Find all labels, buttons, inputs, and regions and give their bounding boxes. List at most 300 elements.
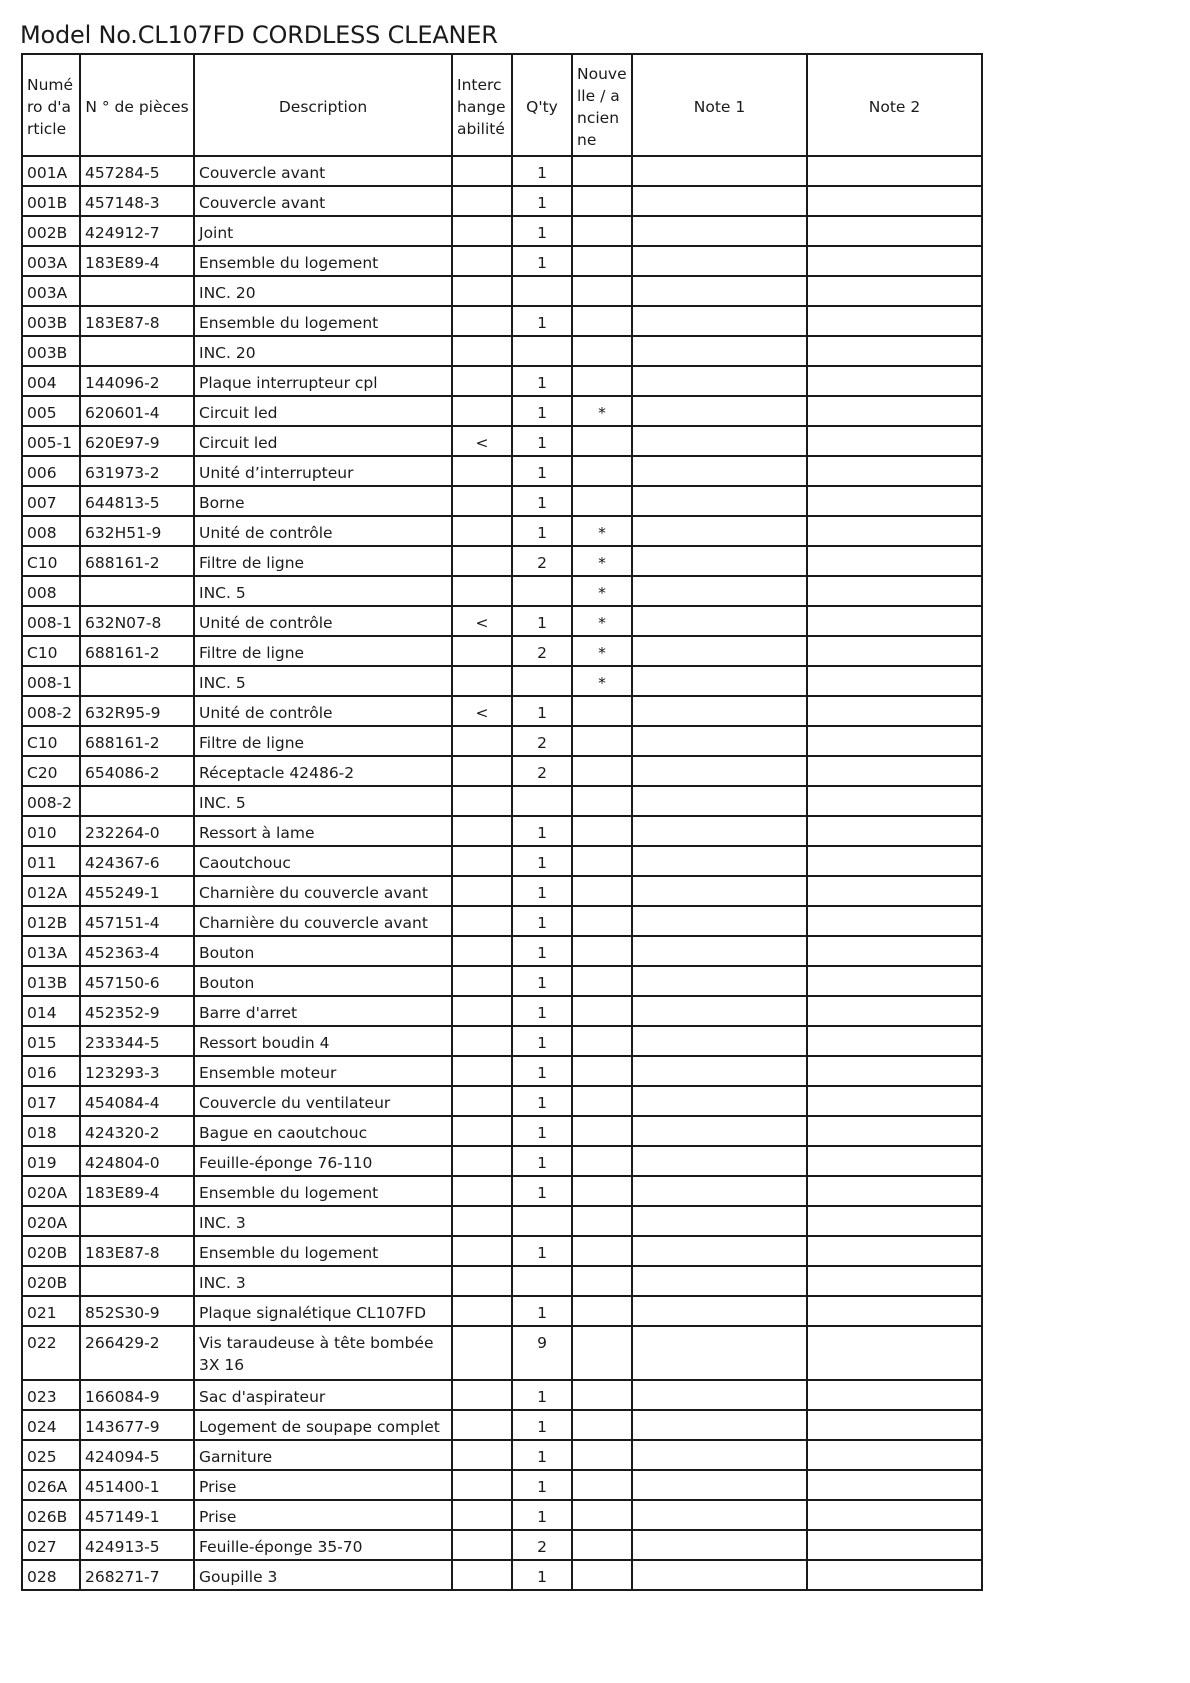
cell-item-no: 012B	[22, 906, 80, 936]
table-row	[22, 966, 982, 996]
table-row	[22, 666, 982, 696]
cell-part-no	[80, 786, 194, 816]
cell-note1	[632, 606, 807, 636]
cell-note1	[632, 1296, 807, 1326]
cell-description: Circuit led	[194, 426, 452, 456]
cell-description: Plaque interrupteur cpl	[194, 366, 452, 396]
cell-qty: 2	[512, 546, 572, 576]
cell-note1	[632, 876, 807, 906]
table-row	[22, 1056, 982, 1086]
cell-part-no	[80, 1266, 194, 1296]
cell-qty: 9	[512, 1326, 572, 1380]
cell-qty: 1	[512, 306, 572, 336]
cell-note2	[807, 1236, 982, 1266]
cell-item-no: 013A	[22, 936, 80, 966]
cell-part-no: 266429-2	[80, 1326, 194, 1380]
cell-qty: 1	[512, 846, 572, 876]
cell-note2	[807, 936, 982, 966]
cell-interchangeability	[452, 996, 512, 1026]
cell-interchangeability	[452, 186, 512, 216]
cell-interchangeability	[452, 1086, 512, 1116]
cell-new-old	[572, 1236, 632, 1266]
cell-qty: 1	[512, 936, 572, 966]
cell-note2	[807, 1500, 982, 1530]
cell-new-old: *	[572, 546, 632, 576]
cell-item-no: 023	[22, 1380, 80, 1410]
cell-note1	[632, 1086, 807, 1116]
cell-qty: 1	[512, 876, 572, 906]
cell-note1	[632, 1530, 807, 1560]
cell-interchangeability: <	[452, 426, 512, 456]
table-row	[22, 1236, 982, 1266]
page-title: Model No.CL107FD CORDLESS CLEANER	[20, 21, 498, 49]
parts-table-body	[22, 156, 982, 1590]
cell-item-no: 017	[22, 1086, 80, 1116]
cell-part-no	[80, 576, 194, 606]
cell-interchangeability	[452, 156, 512, 186]
cell-note1	[632, 966, 807, 996]
cell-interchangeability	[452, 546, 512, 576]
cell-item-no: 007	[22, 486, 80, 516]
cell-part-no: 457149-1	[80, 1500, 194, 1530]
cell-description: Circuit led	[194, 396, 452, 426]
cell-new-old	[572, 726, 632, 756]
cell-qty	[512, 666, 572, 696]
col-header-item-no: Numéro d'article	[22, 54, 80, 156]
cell-part-no: 183E89-4	[80, 246, 194, 276]
cell-qty	[512, 576, 572, 606]
cell-description: Garniture	[194, 1440, 452, 1470]
cell-note1	[632, 576, 807, 606]
cell-interchangeability	[452, 1470, 512, 1500]
table-row	[22, 486, 982, 516]
cell-note1	[632, 1470, 807, 1500]
cell-new-old	[572, 846, 632, 876]
cell-item-no: 020A	[22, 1176, 80, 1206]
cell-qty: 2	[512, 756, 572, 786]
cell-new-old	[572, 1146, 632, 1176]
cell-note1	[632, 666, 807, 696]
cell-item-no: 027	[22, 1530, 80, 1560]
cell-part-no	[80, 1206, 194, 1236]
table-row	[22, 636, 982, 666]
cell-qty: 1	[512, 996, 572, 1026]
cell-note1	[632, 996, 807, 1026]
cell-item-no: 021	[22, 1296, 80, 1326]
cell-part-no: 183E87-8	[80, 306, 194, 336]
cell-item-no: C10	[22, 726, 80, 756]
cell-note1	[632, 1410, 807, 1440]
cell-interchangeability	[452, 906, 512, 936]
cell-interchangeability	[452, 456, 512, 486]
cell-note1	[632, 1176, 807, 1206]
cell-note2	[807, 1176, 982, 1206]
cell-new-old	[572, 696, 632, 726]
cell-interchangeability	[452, 876, 512, 906]
cell-new-old	[572, 156, 632, 186]
cell-note1	[632, 156, 807, 186]
cell-item-no: 004	[22, 366, 80, 396]
cell-part-no: 654086-2	[80, 756, 194, 786]
cell-note2	[807, 546, 982, 576]
table-row	[22, 726, 982, 756]
cell-note1	[632, 396, 807, 426]
cell-note2	[807, 216, 982, 246]
cell-note1	[632, 936, 807, 966]
cell-interchangeability	[452, 816, 512, 846]
table-row	[22, 336, 982, 366]
cell-note1	[632, 1146, 807, 1176]
cell-note2	[807, 246, 982, 276]
cell-interchangeability	[452, 1500, 512, 1530]
cell-note1	[632, 1380, 807, 1410]
cell-qty: 1	[512, 426, 572, 456]
table-row	[22, 1380, 982, 1410]
cell-new-old	[572, 1026, 632, 1056]
cell-qty: 1	[512, 156, 572, 186]
table-row	[22, 1500, 982, 1530]
cell-qty: 1	[512, 1500, 572, 1530]
cell-qty: 2	[512, 636, 572, 666]
cell-new-old	[572, 1326, 632, 1380]
cell-part-no: 457284-5	[80, 156, 194, 186]
cell-interchangeability	[452, 216, 512, 246]
cell-qty: 2	[512, 726, 572, 756]
table-row	[22, 1530, 982, 1560]
cell-new-old	[572, 816, 632, 846]
cell-description: Charnière du couvercle avant	[194, 906, 452, 936]
cell-qty: 1	[512, 1056, 572, 1086]
col-header-description: Description	[194, 54, 452, 156]
cell-new-old: *	[572, 666, 632, 696]
cell-part-no: 123293-3	[80, 1056, 194, 1086]
cell-note1	[632, 1206, 807, 1236]
cell-note1	[632, 486, 807, 516]
table-row	[22, 996, 982, 1026]
cell-new-old	[572, 336, 632, 366]
table-row	[22, 756, 982, 786]
cell-part-no: 451400-1	[80, 1470, 194, 1500]
cell-note1	[632, 186, 807, 216]
table-row	[22, 606, 982, 636]
cell-note2	[807, 1116, 982, 1146]
cell-note1	[632, 756, 807, 786]
cell-interchangeability	[452, 276, 512, 306]
cell-note1	[632, 246, 807, 276]
cell-note1	[632, 816, 807, 846]
cell-item-no: 008	[22, 516, 80, 546]
cell-note1	[632, 1266, 807, 1296]
cell-interchangeability	[452, 1146, 512, 1176]
cell-description: Charnière du couvercle avant	[194, 876, 452, 906]
cell-qty: 1	[512, 1380, 572, 1410]
cell-qty	[512, 786, 572, 816]
cell-new-old: *	[572, 606, 632, 636]
cell-note2	[807, 1380, 982, 1410]
table-row	[22, 216, 982, 246]
cell-qty: 1	[512, 456, 572, 486]
cell-qty: 1	[512, 1560, 572, 1590]
cell-note1	[632, 846, 807, 876]
table-row	[22, 816, 982, 846]
cell-description: Ensemble moteur	[194, 1056, 452, 1086]
cell-note2	[807, 966, 982, 996]
cell-description: Bouton	[194, 936, 452, 966]
cell-note1	[632, 1440, 807, 1470]
cell-item-no: 008-1	[22, 606, 80, 636]
cell-note2	[807, 726, 982, 756]
cell-note2	[807, 1266, 982, 1296]
cell-new-old	[572, 1470, 632, 1500]
cell-note1	[632, 216, 807, 246]
cell-interchangeability	[452, 966, 512, 996]
cell-qty: 1	[512, 1146, 572, 1176]
cell-interchangeability	[452, 1326, 512, 1380]
cell-description: Unité d’interrupteur	[194, 456, 452, 486]
cell-item-no: 020B	[22, 1266, 80, 1296]
cell-qty: 1	[512, 1176, 572, 1206]
cell-interchangeability	[452, 486, 512, 516]
cell-item-no: 001A	[22, 156, 80, 186]
cell-part-no: 183E89-4	[80, 1176, 194, 1206]
cell-note2	[807, 1206, 982, 1236]
cell-qty: 1	[512, 1026, 572, 1056]
cell-new-old: *	[572, 396, 632, 426]
cell-qty: 1	[512, 396, 572, 426]
cell-interchangeability	[452, 366, 512, 396]
cell-note2	[807, 396, 982, 426]
cell-description: Ressort boudin 4	[194, 1026, 452, 1056]
cell-item-no: 008	[22, 576, 80, 606]
cell-note1	[632, 306, 807, 336]
table-row	[22, 156, 982, 186]
cell-description: Prise	[194, 1500, 452, 1530]
table-row	[22, 246, 982, 276]
col-header-new-old: Nouvelle / ancienne	[572, 54, 632, 156]
col-header-part-no: N ° de pièces	[80, 54, 194, 156]
cell-description: Unité de contrôle	[194, 516, 452, 546]
cell-note2	[807, 1026, 982, 1056]
cell-new-old: *	[572, 576, 632, 606]
cell-new-old	[572, 1410, 632, 1440]
cell-item-no: 026B	[22, 1500, 80, 1530]
cell-qty: 1	[512, 1086, 572, 1116]
cell-qty: 1	[512, 906, 572, 936]
cell-part-no: 166084-9	[80, 1380, 194, 1410]
cell-description: Ensemble du logement	[194, 246, 452, 276]
table-row	[22, 1266, 982, 1296]
cell-item-no: 001B	[22, 186, 80, 216]
cell-new-old	[572, 756, 632, 786]
cell-new-old: *	[572, 636, 632, 666]
table-row	[22, 186, 982, 216]
cell-part-no: 631973-2	[80, 456, 194, 486]
cell-note1	[632, 636, 807, 666]
cell-qty: 1	[512, 516, 572, 546]
cell-part-no: 424913-5	[80, 1530, 194, 1560]
cell-note1	[632, 1236, 807, 1266]
cell-description: Bague en caoutchouc	[194, 1116, 452, 1146]
cell-qty: 1	[512, 1236, 572, 1266]
cell-item-no: 012A	[22, 876, 80, 906]
cell-note1	[632, 786, 807, 816]
cell-qty: 1	[512, 606, 572, 636]
cell-item-no: 010	[22, 816, 80, 846]
cell-note2	[807, 366, 982, 396]
cell-new-old	[572, 1176, 632, 1206]
cell-interchangeability	[452, 1176, 512, 1206]
cell-item-no: 019	[22, 1146, 80, 1176]
cell-description: Couvercle avant	[194, 156, 452, 186]
parts-table	[21, 53, 983, 1591]
cell-description: INC. 5	[194, 786, 452, 816]
cell-new-old	[572, 426, 632, 456]
cell-part-no: 424320-2	[80, 1116, 194, 1146]
cell-note2	[807, 336, 982, 366]
cell-note2	[807, 1440, 982, 1470]
cell-note2	[807, 786, 982, 816]
cell-description: Unité de contrôle	[194, 696, 452, 726]
cell-description: Barre d'arret	[194, 996, 452, 1026]
cell-interchangeability	[452, 246, 512, 276]
cell-item-no: 014	[22, 996, 80, 1026]
cell-item-no: 008-2	[22, 786, 80, 816]
cell-new-old	[572, 456, 632, 486]
cell-note1	[632, 276, 807, 306]
cell-description: Borne	[194, 486, 452, 516]
cell-part-no: 268271-7	[80, 1560, 194, 1590]
cell-item-no: 005	[22, 396, 80, 426]
cell-description: Ensemble du logement	[194, 306, 452, 336]
cell-part-no: 620E97-9	[80, 426, 194, 456]
cell-note2	[807, 1470, 982, 1500]
cell-description: Sac d'aspirateur	[194, 1380, 452, 1410]
table-row	[22, 1470, 982, 1500]
cell-interchangeability	[452, 396, 512, 426]
cell-item-no: 003A	[22, 276, 80, 306]
cell-qty: 2	[512, 1530, 572, 1560]
cell-qty: 1	[512, 186, 572, 216]
cell-item-no: 028	[22, 1560, 80, 1590]
cell-interchangeability	[452, 1056, 512, 1086]
cell-note1	[632, 726, 807, 756]
cell-new-old	[572, 1296, 632, 1326]
cell-new-old	[572, 1560, 632, 1590]
cell-interchangeability	[452, 1440, 512, 1470]
cell-note1	[632, 456, 807, 486]
cell-item-no: 016	[22, 1056, 80, 1086]
cell-note2	[807, 1530, 982, 1560]
col-header-qty: Q'ty	[512, 54, 572, 156]
cell-part-no: 183E87-8	[80, 1236, 194, 1266]
cell-description: Vis taraudeuse à tête bombée 3X 16	[194, 1326, 452, 1380]
cell-part-no: 644813-5	[80, 486, 194, 516]
cell-item-no: 020A	[22, 1206, 80, 1236]
table-row	[22, 1026, 982, 1056]
cell-interchangeability	[452, 516, 512, 546]
cell-part-no	[80, 336, 194, 366]
cell-item-no: 005-1	[22, 426, 80, 456]
cell-description: Filtre de ligne	[194, 726, 452, 756]
cell-item-no: 022	[22, 1326, 80, 1380]
table-row	[22, 276, 982, 306]
cell-note1	[632, 1056, 807, 1086]
table-row	[22, 516, 982, 546]
cell-description: Filtre de ligne	[194, 636, 452, 666]
table-row	[22, 1326, 982, 1380]
cell-new-old	[572, 1440, 632, 1470]
cell-description: Ensemble du logement	[194, 1176, 452, 1206]
cell-qty	[512, 336, 572, 366]
cell-note1	[632, 1026, 807, 1056]
cell-new-old	[572, 1056, 632, 1086]
table-row	[22, 1086, 982, 1116]
cell-note2	[807, 576, 982, 606]
cell-part-no: 143677-9	[80, 1410, 194, 1440]
cell-description: Goupille 3	[194, 1560, 452, 1590]
cell-note2	[807, 846, 982, 876]
cell-new-old	[572, 1500, 632, 1530]
cell-part-no: 632R95-9	[80, 696, 194, 726]
table-row	[22, 786, 982, 816]
cell-item-no: 006	[22, 456, 80, 486]
cell-new-old	[572, 1086, 632, 1116]
cell-new-old	[572, 876, 632, 906]
cell-description: Feuille-éponge 35-70	[194, 1530, 452, 1560]
cell-part-no: 852S30-9	[80, 1296, 194, 1326]
cell-item-no: C20	[22, 756, 80, 786]
cell-item-no: 003A	[22, 246, 80, 276]
cell-item-no: 002B	[22, 216, 80, 246]
cell-qty: 1	[512, 966, 572, 996]
cell-note2	[807, 1086, 982, 1116]
cell-interchangeability: <	[452, 696, 512, 726]
cell-note1	[632, 366, 807, 396]
cell-part-no: 424804-0	[80, 1146, 194, 1176]
cell-note1	[632, 696, 807, 726]
cell-part-no: 454084-4	[80, 1086, 194, 1116]
table-row	[22, 396, 982, 426]
cell-interchangeability	[452, 306, 512, 336]
cell-part-no	[80, 276, 194, 306]
cell-interchangeability	[452, 1236, 512, 1266]
cell-part-no: 424094-5	[80, 1440, 194, 1470]
cell-note1	[632, 426, 807, 456]
cell-description: Réceptacle 42486-2	[194, 756, 452, 786]
cell-qty: 1	[512, 1470, 572, 1500]
cell-interchangeability	[452, 786, 512, 816]
table-row	[22, 906, 982, 936]
table-row	[22, 876, 982, 906]
cell-new-old	[572, 306, 632, 336]
cell-qty: 1	[512, 486, 572, 516]
cell-interchangeability	[452, 1560, 512, 1590]
cell-part-no: 620601-4	[80, 396, 194, 426]
table-row	[22, 1206, 982, 1236]
cell-interchangeability	[452, 756, 512, 786]
cell-item-no: 026A	[22, 1470, 80, 1500]
cell-description: Ensemble du logement	[194, 1236, 452, 1266]
cell-interchangeability	[452, 576, 512, 606]
cell-part-no	[80, 666, 194, 696]
cell-item-no: 020B	[22, 1236, 80, 1266]
table-row	[22, 456, 982, 486]
cell-interchangeability	[452, 726, 512, 756]
cell-new-old: *	[572, 516, 632, 546]
cell-part-no: 457150-6	[80, 966, 194, 996]
cell-interchangeability	[452, 936, 512, 966]
cell-item-no: 008-1	[22, 666, 80, 696]
